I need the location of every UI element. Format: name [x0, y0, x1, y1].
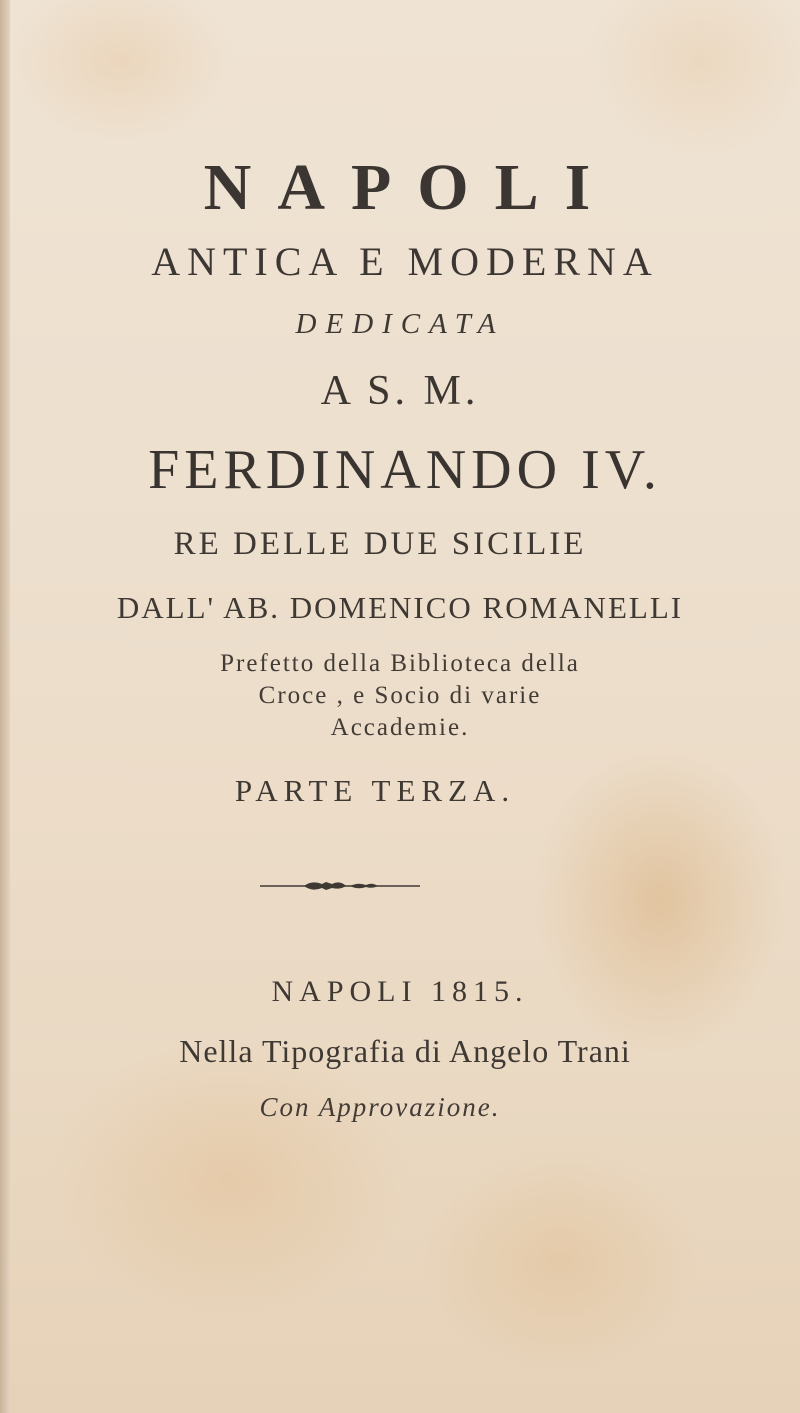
dedication-word: DEDICATA	[295, 308, 505, 340]
author-role-line: Prefetto della Biblioteca della	[220, 650, 580, 677]
imprint-place-year: NAPOLI 1815.	[271, 975, 529, 1008]
book-title: NAPOLI	[203, 151, 617, 224]
book-subtitle: ANTICA E MODERNA	[151, 239, 659, 284]
approval-line: Con Approvazione.	[259, 1092, 501, 1122]
printer-line: Nella Tipografia di Angelo Trani	[179, 1033, 631, 1069]
author-role-line: Croce , e Socio di varie	[258, 682, 542, 709]
part-heading: PARTE TERZA.	[234, 773, 516, 808]
author-role-line: Accademie.	[330, 714, 470, 741]
ornament-rule-icon	[260, 876, 420, 896]
king-name: FERDINANDO IV.	[148, 439, 662, 501]
author-line: DALL' AB. DOMENICO ROMANELLI	[116, 590, 684, 625]
king-title: RE DELLE DUE SICILIE	[173, 526, 587, 562]
dedication-to: A S. M.	[320, 368, 480, 414]
